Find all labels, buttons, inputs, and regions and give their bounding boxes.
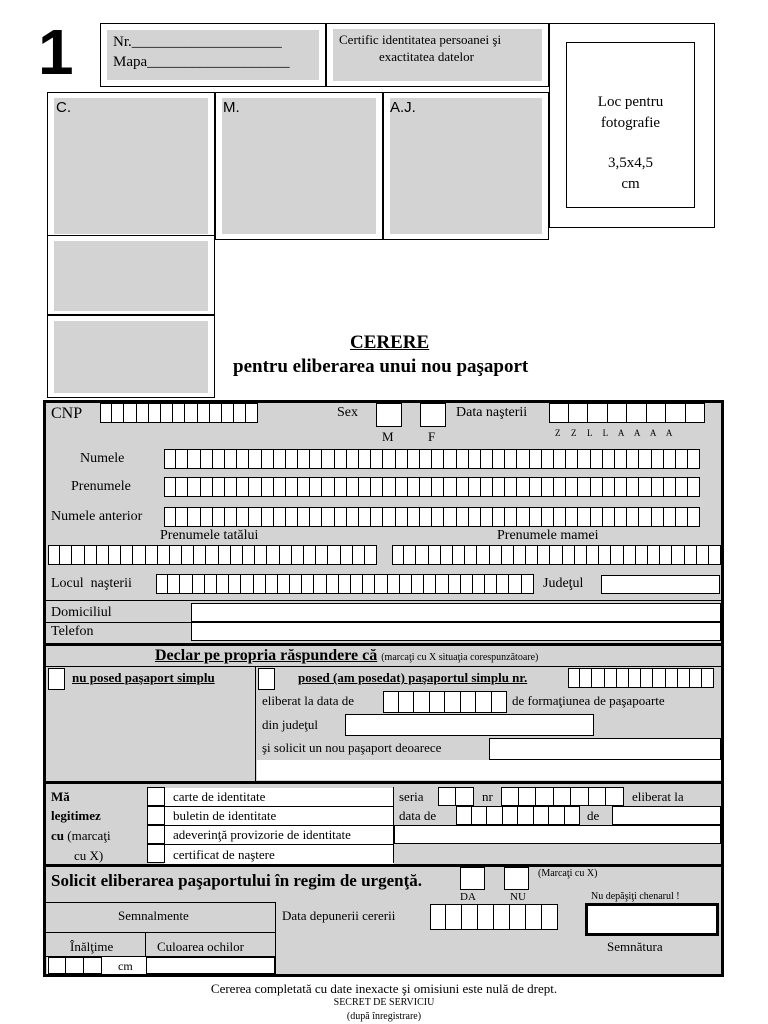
id-by-label: de (587, 808, 600, 823)
height-label: Înălţime (70, 939, 114, 954)
birth-date-label: Data naşterii (456, 405, 528, 420)
box-c-label: C. (56, 99, 71, 116)
urgency-nu-checkbox[interactable] (504, 867, 529, 890)
footer-secret: SECRET DE SERVICIU (333, 997, 435, 1008)
issued-on-input[interactable] (383, 691, 507, 713)
identity-label-1: Mă (51, 789, 70, 804)
doc-id-bulletin: buletin de identitate (173, 808, 277, 823)
declaration-heading: Declar pe propria răspundere că (155, 647, 378, 664)
doc-id-card: carte de identitate (173, 789, 266, 804)
certify-box (326, 23, 549, 87)
box-aj (383, 92, 549, 240)
id-card-checkbox[interactable] (147, 787, 165, 806)
prenumele-tatalui-input[interactable] (48, 545, 377, 565)
identity-label-4: cu X) (74, 848, 104, 863)
prenumele-tatalui-label: Prenumele tatălui (160, 528, 259, 543)
passport-number-input[interactable] (568, 668, 714, 688)
county-input[interactable] (345, 714, 594, 736)
date-format-hint: Z Z L L A A A A (555, 428, 675, 438)
numele-anterior-label: Numele anterior (51, 509, 143, 524)
urgency-nu-label: NU (510, 891, 526, 903)
sex-m-label: M (382, 429, 394, 444)
box-extra-2 (47, 315, 215, 398)
cnp-input[interactable] (100, 403, 258, 423)
identity-label-3: cu (marcaţi (51, 828, 111, 843)
reason-label: şi solicit un nou paşaport deoarece (262, 740, 442, 755)
prenumele-mamei-input[interactable] (392, 545, 721, 565)
urgency-text: Solicit eliberarea paşaportului în regim de urgenţă. (51, 871, 422, 890)
eye-color-label: Culoarea ochilor (157, 939, 244, 954)
urgency-mark-note: (Marcaţi cu X) (538, 868, 598, 879)
form-number: 1 (38, 16, 74, 88)
sex-label: Sex (337, 405, 358, 420)
form-subtitle: pentru eliberarea unui nou paşaport (233, 356, 529, 377)
birth-date-input[interactable] (549, 403, 705, 423)
sex-m-checkbox[interactable] (376, 403, 402, 427)
have-passport-label: posed (am posedat) paşaportul simplu nr. (298, 670, 528, 685)
form-title: CERERE (350, 332, 430, 353)
numele-input[interactable] (164, 449, 700, 469)
doc-provisional: adeverinţă provizorie de identitate (173, 827, 351, 842)
footer-after-registration: (după înregistrare) (346, 1011, 422, 1022)
id-issuer-input[interactable] (612, 806, 721, 825)
height-unit: cm (118, 959, 133, 973)
seria-label: seria (399, 789, 424, 804)
no-passport-checkbox[interactable] (48, 668, 65, 690)
urgency-da-checkbox[interactable] (460, 867, 485, 890)
county-label: din judeţul (262, 717, 318, 732)
height-input[interactable] (48, 957, 102, 974)
id-bulletin-checkbox[interactable] (147, 806, 165, 825)
photo-label-1: Loc pentru (597, 94, 664, 110)
locul-nasterii-input[interactable] (156, 574, 534, 594)
domiciliul-input[interactable] (191, 603, 721, 622)
prenumele-input[interactable] (164, 477, 700, 497)
reason-input[interactable] (489, 738, 721, 760)
signature-box[interactable] (585, 903, 719, 936)
prenumele-mamei-label: Prenumele mamei (497, 528, 599, 543)
judetul-label: Judeţul (543, 576, 584, 591)
birth-cert-checkbox[interactable] (147, 844, 165, 863)
certify-text: Certific identitatea persoanei şi (339, 32, 502, 47)
sex-f-label: F (428, 429, 436, 444)
id-issued-at-label: eliberat la (632, 789, 684, 804)
no-passport-label: nu posed paşaport simplu (72, 670, 215, 685)
id-date-label: data de (399, 808, 437, 823)
locul-nasterii-label: Locul naşterii (51, 576, 132, 591)
office-label: de formaţiunea de paşapoarte (512, 693, 665, 708)
photo-size: 3,5x4,5 (608, 155, 653, 171)
box-aj-label: A.J. (390, 99, 416, 116)
signature-label: Semnătura (607, 939, 663, 954)
telefon-label: Telefon (51, 624, 94, 639)
declaration-note: (marcaţi cu X situaţia corespunzătoare) (381, 652, 539, 663)
urgency-da-label: DA (460, 891, 476, 903)
submission-date-input[interactable] (430, 904, 558, 930)
footer-disclaimer: Cererea completată cu date inexacte şi omisiuni este nulă de drept. (210, 981, 558, 996)
id-number-input[interactable] (501, 787, 624, 806)
box-m-label: M. (223, 99, 240, 116)
nr-label: Nr.____________________ (113, 34, 282, 50)
box-extra-1 (47, 235, 215, 315)
photo-placeholder (566, 42, 695, 208)
mapa-label: Mapa___________________ (113, 54, 290, 70)
eye-color-input[interactable] (146, 957, 275, 974)
numele-label: Numele (80, 451, 125, 466)
issued-on-label: eliberat la data de (262, 693, 355, 708)
urgency-warning: Nu depăşiţi chenarul ! (591, 891, 680, 902)
photo-unit: cm (621, 176, 640, 192)
box-m (215, 92, 383, 240)
telefon-input[interactable] (191, 622, 721, 641)
nr-label-id: nr (482, 789, 493, 804)
domiciliul-label: Domiciliul (51, 605, 112, 620)
id-extra-input[interactable] (394, 825, 721, 844)
seria-input[interactable] (438, 787, 474, 806)
registration-box (100, 23, 326, 87)
box-c (47, 92, 215, 240)
have-passport-checkbox[interactable] (258, 668, 275, 690)
submission-date-label: Data depunerii cererii (282, 908, 396, 923)
doc-birth-cert: certificat de naştere (173, 847, 275, 862)
sex-f-checkbox[interactable] (420, 403, 446, 427)
prenumele-label: Prenumele (71, 479, 131, 494)
cnp-label: CNP (51, 405, 83, 422)
id-date-input[interactable] (456, 806, 580, 825)
semnalmente-label: Semnalmente (118, 908, 189, 923)
numele-anterior-input[interactable] (164, 507, 700, 527)
identity-label-2: legitimez (51, 808, 101, 823)
provisional-id-checkbox[interactable] (147, 825, 165, 844)
photo-label-2: fotografie (600, 115, 661, 131)
photo-frame (549, 23, 715, 228)
judetul-input[interactable] (601, 575, 720, 594)
certify-text-2: exactitatea datelor (379, 49, 474, 64)
